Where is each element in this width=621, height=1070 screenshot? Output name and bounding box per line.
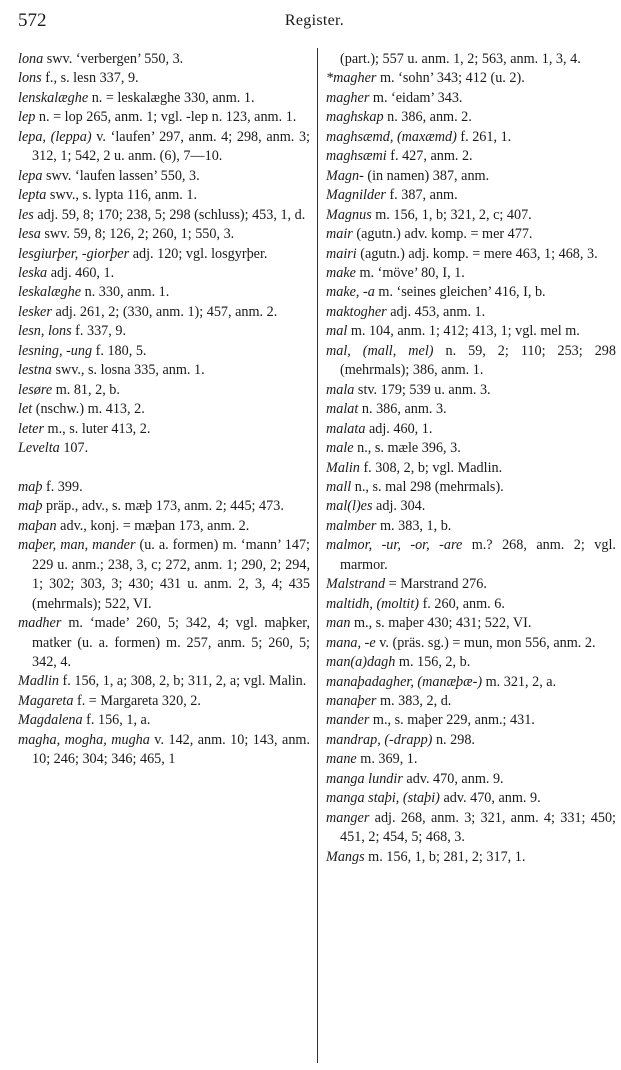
entry-lemma: leskalæghe xyxy=(18,284,82,301)
entry-lemma: lona xyxy=(18,51,44,67)
entry-references: (nschw.) m. 413, 2. xyxy=(32,401,145,418)
register-entry xyxy=(18,672,310,691)
register-entry xyxy=(326,303,616,322)
register-entry xyxy=(18,420,310,439)
left-column xyxy=(18,50,310,770)
register-entry xyxy=(18,206,310,225)
entry-lemma: Levelta xyxy=(18,440,60,457)
running-head: Register. xyxy=(284,12,345,29)
register-entry xyxy=(326,206,616,225)
entry-lemma: manga lundir xyxy=(326,770,403,787)
register-entry xyxy=(326,128,616,147)
entry-references: swv., s. losna 335, anm. 1. xyxy=(51,362,205,379)
entry-lemma: lons xyxy=(18,70,42,87)
entry-lemma: les xyxy=(18,206,34,223)
entry-references: (u. a. formen) m. ‘mann’ 147; 229 u. anm.; 238, 3, c; 272, anm. 1; 290, 2; 294, 1; 302; 303, 3; 430; 431 u. anm. 2, 3, 4; 435 (mehrmals); 522, VI. xyxy=(32,537,310,612)
register-entry xyxy=(18,89,310,108)
entry-references: adj. 460, 1. xyxy=(365,420,433,437)
entry-lemma: lesa xyxy=(18,226,41,243)
entry-references: f. 337, 9. xyxy=(71,323,126,340)
entry-references: adj. 460, 1. xyxy=(47,264,115,281)
entry-references: adv. 470, anm. 9. xyxy=(402,770,504,787)
register-entry xyxy=(326,478,616,497)
register-entry xyxy=(326,731,616,750)
entry-references: m., s. maþer 430; 431; 522, VI. xyxy=(350,615,532,632)
entry-lemma: maþan xyxy=(18,517,57,534)
register-entry xyxy=(18,381,310,400)
entry-lemma: mane xyxy=(326,751,357,768)
register-entry xyxy=(18,128,310,167)
entry-lemma: mal(l)es xyxy=(326,498,373,515)
register-entry xyxy=(326,50,616,69)
entry-lemma: maþ xyxy=(18,478,43,495)
entry-references: m. 156, 1, b; 321, 2, c; 407. xyxy=(371,206,532,223)
entry-references: n. 386, anm. 2. xyxy=(383,109,472,126)
entry-lemma: maghsæmi xyxy=(326,148,387,165)
entry-lemma: Malstrand xyxy=(326,576,386,593)
right-column xyxy=(326,50,616,867)
register-entry xyxy=(326,692,616,711)
entry-references: adj. 261, 2; (330, anm. 1); 457, anm. 2. xyxy=(51,303,278,320)
entry-lemma: lesgiurþer, -giorþer xyxy=(18,245,130,262)
register-entry xyxy=(326,536,616,575)
entry-references: m. 104, anm. 1; 412; 413, 1; vgl. mel m. xyxy=(347,323,580,340)
entry-references: m. 156, 2, b. xyxy=(395,654,471,671)
entry-lemma: *magher xyxy=(326,70,377,87)
entry-lemma: lesning, -ung xyxy=(18,342,93,359)
register-entry xyxy=(326,673,616,692)
entry-references: m.? 268, anm. 2; vgl. marmor. xyxy=(340,537,616,573)
entry-references: (in namen) 387, anm. xyxy=(363,167,490,184)
register-entry xyxy=(326,497,616,516)
register-entry xyxy=(326,809,616,848)
entry-lemma: Malin xyxy=(326,459,360,476)
register-entry xyxy=(326,186,616,205)
register-entry xyxy=(18,69,310,88)
entry-lemma: Magnus xyxy=(326,206,372,223)
register-entry xyxy=(18,731,310,770)
register-entry xyxy=(18,108,310,127)
entry-references: f. 308, 2, b; vgl. Madlin. xyxy=(359,459,503,476)
entry-references: adj. 304. xyxy=(372,498,426,515)
entry-lemma: mair xyxy=(326,226,353,243)
entry-lemma: maghskap xyxy=(326,109,384,126)
entry-references: m. ‘seines gleichen’ 416, I, b. xyxy=(374,284,546,301)
entry-references: (agutn.) adv. komp. = mer 477. xyxy=(352,226,533,243)
entry-references: swv., s. lypta 116, anm. 1. xyxy=(46,187,198,204)
entry-references: m. 383, 1, b. xyxy=(376,517,452,534)
entry-lemma: mall xyxy=(326,478,352,495)
entry-lemma: lepta xyxy=(18,187,47,204)
entry-references: m. ‘made’ 260, 5; 342, 4; vgl. maþker, matker (u. a. formen) m. 257, anm. 5; 260, 5; 342, 4. xyxy=(32,615,310,671)
register-entry xyxy=(18,167,310,186)
entry-references: adv. 470, anm. 9. xyxy=(439,790,541,807)
entry-references: f. 387, anm. xyxy=(385,187,458,204)
page-number: 572 xyxy=(18,10,47,31)
entry-references: adv., konj. = mæþan 173, anm. 2. xyxy=(56,517,250,534)
entry-lemma: mairi xyxy=(326,245,357,262)
entry-references: swv. ‘verbergen’ 550, 3. xyxy=(43,51,184,67)
entry-references: m. 369, 1. xyxy=(356,751,418,768)
entry-lemma: lesn, lons xyxy=(18,323,72,340)
register-entry xyxy=(326,653,616,672)
entry-lemma: malat xyxy=(326,401,359,418)
register-entry xyxy=(18,264,310,283)
register-entry xyxy=(326,614,616,633)
register-entry xyxy=(18,536,310,614)
entry-references: m. 321, 2, a. xyxy=(482,673,557,690)
register-entry xyxy=(326,439,616,458)
register-entry xyxy=(326,634,616,653)
entry-lemma: lepa xyxy=(18,167,43,184)
register-entry xyxy=(326,147,616,166)
entry-lemma: male xyxy=(326,440,354,457)
entry-lemma: let xyxy=(18,401,33,418)
register-entry xyxy=(326,225,616,244)
register-entry xyxy=(18,245,310,264)
entry-references: n. 298. xyxy=(432,731,475,748)
entry-lemma: lesøre xyxy=(18,381,53,398)
register-entry xyxy=(18,186,310,205)
register-entry xyxy=(18,361,310,380)
entry-references: f. 399. xyxy=(42,478,83,495)
register-entry xyxy=(326,848,616,867)
entry-lemma: mala xyxy=(326,381,355,398)
register-entry xyxy=(326,595,616,614)
entry-lemma: Magn- xyxy=(326,167,364,184)
entry-references: n. = leskalæghe 330, anm. 1. xyxy=(88,89,255,106)
entry-lemma: mander xyxy=(326,712,370,729)
entry-lemma: manger xyxy=(326,809,370,826)
register-entry xyxy=(18,303,310,322)
entry-references: f. = Margareta 320, 2. xyxy=(73,692,201,709)
entry-lemma: magha, mogha, mugha xyxy=(18,731,150,748)
register-entry xyxy=(326,264,616,283)
entry-references: m., s. maþer 229, anm.; 431. xyxy=(369,712,535,729)
entry-references: adj. 268, anm. 3; 321, anm. 4; 331; 450; 451, 2; 454, 5; 468, 3. xyxy=(340,809,616,846)
entry-references: präp., adv., s. mæþ 173, anm. 2; 445; 473. xyxy=(42,498,284,515)
entry-lemma: malmber xyxy=(326,517,377,534)
entry-lemma: lesker xyxy=(18,303,52,320)
entry-lemma: lepa, (leppa) xyxy=(18,128,92,145)
entry-references: n., s. mal 298 (mehrmals). xyxy=(351,478,504,495)
entry-references: v. 142, anm. 10; 143, anm. 10; 246; 304; 346; 465, 1 xyxy=(32,731,310,768)
entry-lemma: maþ xyxy=(18,498,43,515)
entry-references: v. ‘laufen’ 297, anm. 4; 298, anm. 3; 312, 1; 542, 2 u. anm. (6), 7—10. xyxy=(32,128,310,165)
entry-references: f. 156, 1, a. xyxy=(82,712,151,729)
entry-references: v. (präs. sg.) = mun, mon 556, anm. 2. xyxy=(375,634,596,651)
register-entry xyxy=(326,322,616,341)
register-entry xyxy=(326,575,616,594)
register-entry xyxy=(18,322,310,341)
register-entry xyxy=(18,711,310,730)
entry-references: m. 383, 2, d. xyxy=(376,692,452,709)
entry-lemma: malmor, -ur, -or, -are xyxy=(326,537,463,554)
register-entry xyxy=(326,770,616,789)
entry-lemma: Mangs xyxy=(326,848,365,865)
register-entry xyxy=(326,750,616,769)
page-header xyxy=(18,4,611,38)
entry-lemma: maghsæmd, (maxæmd) xyxy=(326,128,457,145)
entry-references: f. 180, 5. xyxy=(92,342,147,359)
entry-references: (agutn.) adj. komp. = mere 463, 1; 468, 3. xyxy=(356,245,598,262)
entry-references: m. ‘eidam’ 343. xyxy=(369,89,463,106)
register-entry xyxy=(18,400,310,419)
entry-references: f., s. lesn 337, 9. xyxy=(41,70,139,87)
register-entry xyxy=(18,439,310,458)
entry-lemma: malata xyxy=(326,420,366,437)
entry-lemma: man xyxy=(326,615,351,632)
register-entry xyxy=(18,342,310,361)
entry-references: m., s. luter 413, 2. xyxy=(44,420,151,437)
entry-references: swv. ‘laufen lassen’ 550, 3. xyxy=(42,167,200,184)
register-entry xyxy=(326,381,616,400)
register-entry xyxy=(18,692,310,711)
entry-lemma: leska xyxy=(18,264,48,281)
register-entry xyxy=(326,711,616,730)
register-entry xyxy=(18,225,310,244)
entry-lemma: leter xyxy=(18,420,44,437)
entry-references: m. ‘möve’ 80, I, 1. xyxy=(355,264,465,281)
entry-lemma: Magdalena xyxy=(18,712,83,729)
register-entry xyxy=(326,400,616,419)
register-entry xyxy=(18,478,310,497)
entry-lemma: manaþer xyxy=(326,692,377,709)
entry-references: adj. 453, anm. 1. xyxy=(386,303,486,320)
register-entry xyxy=(326,459,616,478)
register-entry xyxy=(18,50,310,69)
register-entry xyxy=(326,283,616,302)
entry-lemma: manga staþi, (staþi) xyxy=(326,790,440,807)
register-entry xyxy=(326,167,616,186)
entry-lemma: maktogher xyxy=(326,303,387,320)
register-entry xyxy=(326,789,616,808)
entry-references: f. 260, anm. 6. xyxy=(419,595,505,612)
register-entry xyxy=(18,497,310,516)
entry-lemma: lep xyxy=(18,109,36,126)
register-entry xyxy=(326,69,616,88)
entry-references: f. 427, anm. 2. xyxy=(386,148,473,165)
entry-lemma: lenskalæghe xyxy=(18,89,89,106)
section-gap xyxy=(18,459,310,478)
entry-references: n. 59, 2; 110; 253; 298 (mehrmals); 386, anm. 1. xyxy=(340,342,616,379)
entry-references: m. 81, 2, b. xyxy=(52,381,120,398)
register-entry xyxy=(18,614,310,672)
entry-references: adj. 59, 8; 170; 238, 5; 298 (schluss); 453, 1, d. xyxy=(33,206,306,223)
register-entry xyxy=(326,89,616,108)
register-entry xyxy=(326,342,616,381)
entry-lemma: lestna xyxy=(18,362,52,379)
entry-references: (part.); 557 u. anm. 1, 2; 563, anm. 1, 3, 4. xyxy=(340,51,581,67)
entry-references: f. 261, 1. xyxy=(456,128,512,145)
entry-lemma: make, -a xyxy=(326,284,375,301)
entry-lemma: mana, -e xyxy=(326,634,376,651)
column-divider xyxy=(317,48,318,1063)
entry-lemma: make xyxy=(326,264,356,281)
register-entry xyxy=(326,108,616,127)
entry-lemma: maltidh, (moltit) xyxy=(326,595,420,612)
entry-references: n., s. mæle 396, 3. xyxy=(353,440,461,457)
register-entry xyxy=(18,517,310,536)
entry-references: adj. 120; vgl. losgyrþer. xyxy=(129,245,268,262)
register-entry xyxy=(326,245,616,264)
entry-lemma: manaþadagher, (manæþæ-) xyxy=(326,673,483,690)
entry-lemma: mal xyxy=(326,323,348,340)
entry-lemma: mandrap, (-drapp) xyxy=(326,731,433,748)
entry-references: n. 386, anm. 3. xyxy=(358,401,447,418)
entry-references: f. 156, 1, a; 308, 2, b; 311, 2, a; vgl. Malin. xyxy=(58,673,307,690)
entry-references: m. ‘sohn’ 343; 412 (u. 2). xyxy=(376,70,525,87)
entry-references: 107. xyxy=(59,440,89,457)
entry-references: swv. 59, 8; 126, 2; 260, 1; 550, 3. xyxy=(40,226,235,243)
entry-references: stv. 179; 539 u. anm. 3. xyxy=(354,381,491,398)
entry-references: = Marstrand 276. xyxy=(385,576,487,593)
entry-lemma: madher xyxy=(18,615,62,632)
entry-lemma: maþer, man, mander xyxy=(18,537,136,554)
register-entry xyxy=(326,517,616,536)
entry-references: n. 330, anm. 1. xyxy=(81,284,170,301)
entry-lemma: Magnilder xyxy=(326,187,386,204)
entry-lemma: mal, (mall, mel) xyxy=(326,342,434,359)
entry-lemma: Madlin xyxy=(18,673,59,690)
entry-lemma: magher xyxy=(326,89,370,106)
entry-references: n. = lop 265, anm. 1; vgl. -lep n. 123, anm. 1. xyxy=(35,109,297,126)
register-entry xyxy=(18,283,310,302)
entry-lemma: man(a)dagh xyxy=(326,654,396,671)
entry-references: m. 156, 1, b; 281, 2; 317, 1. xyxy=(364,848,526,865)
register-entry xyxy=(326,420,616,439)
entry-lemma: Magareta xyxy=(18,692,74,709)
